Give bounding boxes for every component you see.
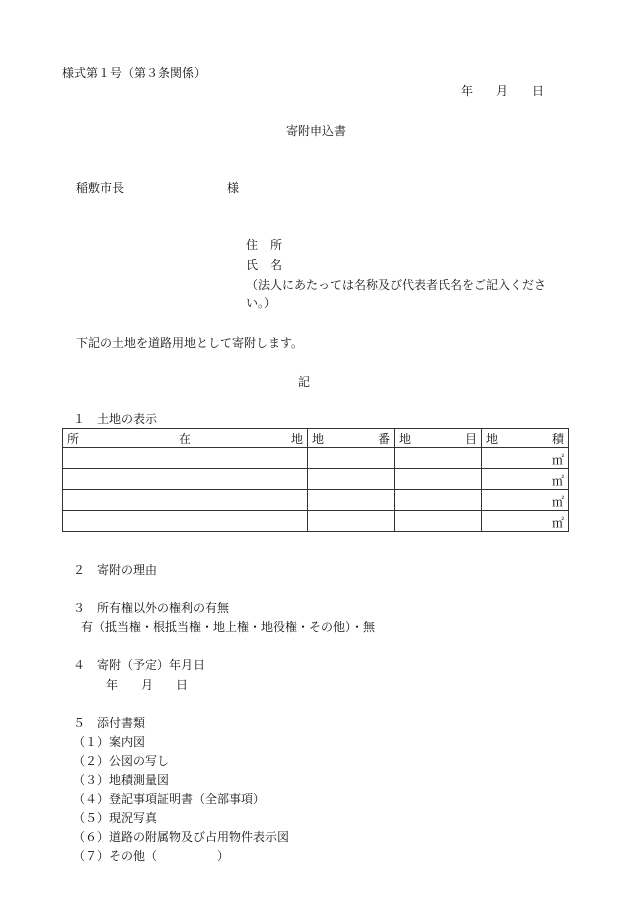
location-cell[interactable]: [63, 469, 308, 490]
section5-heading: ５ 添付書類: [73, 716, 146, 730]
area-cell[interactable]: ㎡: [482, 511, 569, 532]
address-label: 住 所: [246, 238, 283, 252]
lot-number-cell[interactable]: [308, 469, 395, 490]
area-cell[interactable]: ㎡: [482, 490, 569, 511]
date-year: 年: [461, 84, 474, 98]
list-item: （４）登記事項証明書（全部事項）: [73, 792, 266, 806]
location-cell[interactable]: [63, 448, 308, 469]
list-item: （５）現況写真: [73, 811, 158, 825]
land-category-cell[interactable]: [395, 469, 482, 490]
lot-number-cell[interactable]: [308, 490, 395, 511]
date-day: 日: [532, 84, 545, 98]
header-land-category: 地 目: [395, 429, 482, 448]
table-row: [63, 469, 569, 490]
lot-number-cell[interactable]: [308, 448, 395, 469]
area-cell[interactable]: ㎡: [482, 448, 569, 469]
ki-heading: 記: [298, 375, 311, 389]
donation-year: 年: [106, 678, 119, 692]
donation-statement: 下記の土地を道路用地として寄附します。: [76, 336, 304, 350]
corporate-note-line1: （法人にあたっては名称及び代表者氏名をご記入くださ: [246, 278, 547, 292]
area-cell[interactable]: ㎡: [482, 469, 569, 490]
land-category-cell[interactable]: [395, 511, 482, 532]
lot-number-cell[interactable]: [308, 511, 395, 532]
section3-heading: ３ 所有権以外の権利の有無: [73, 601, 230, 615]
section2-heading: ２ 寄附の理由: [73, 563, 158, 577]
addressee-honorific: 様: [227, 181, 240, 195]
document-title: 寄附申込書: [286, 124, 347, 138]
form-number: 様式第１号（第３条関係）: [62, 66, 207, 80]
table-row: [63, 490, 569, 511]
location-cell[interactable]: [63, 511, 308, 532]
list-item: （６）道路の附属物及び占用物件表示図: [73, 830, 290, 844]
rights-options: 有（抵当権・根抵当権・地上権・地役権・その他）・無: [81, 620, 376, 634]
header-location: 所 在 地: [63, 429, 308, 448]
list-item: （３）地積測量図: [73, 773, 170, 787]
donation-day: 日: [176, 678, 189, 692]
land-category-cell[interactable]: [395, 448, 482, 469]
section4-heading: ４ 寄附（予定）年月日: [73, 658, 206, 672]
date-month: 月: [496, 84, 509, 98]
donation-month: 月: [141, 678, 154, 692]
location-cell[interactable]: [63, 490, 308, 511]
land-category-cell[interactable]: [395, 490, 482, 511]
list-item: （１）案内図: [73, 735, 146, 749]
land-table-header: [63, 429, 569, 448]
table-row: [63, 511, 569, 532]
name-label: 氏 名: [246, 258, 283, 272]
land-table: [62, 428, 569, 532]
table-row: [63, 448, 569, 469]
list-item: （２）公図の写し: [73, 754, 170, 768]
header-lot-number: 地 番: [308, 429, 395, 448]
header-area: 地 積: [482, 429, 569, 448]
corporate-note-line2: い。）: [246, 296, 277, 310]
list-item: （７）その他（ ）: [73, 849, 230, 863]
section1-heading: １ 土地の表示: [73, 412, 158, 426]
addressee-name: 稲敷市長: [76, 181, 125, 195]
